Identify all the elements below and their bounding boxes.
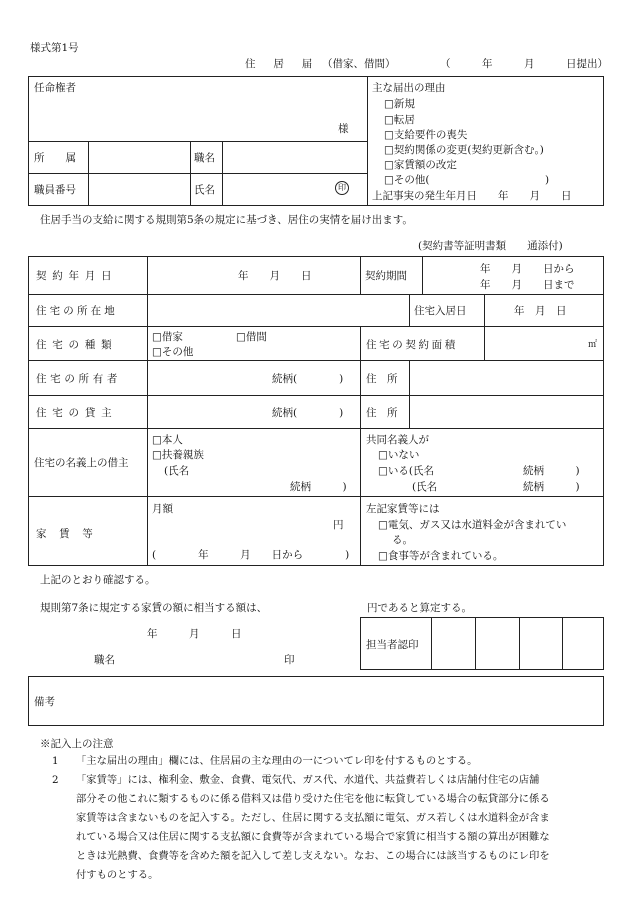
form-number: 様式第1号	[30, 42, 79, 54]
contract-date-label: 契約年月日	[36, 270, 118, 282]
cosigner-title: 共同名義人が	[366, 434, 429, 446]
reason-move[interactable]: □転居	[384, 114, 415, 126]
area-unit: ㎡	[588, 340, 598, 350]
type-room[interactable]: □借間	[236, 331, 267, 343]
post-label: 職名	[194, 152, 215, 164]
statement: 住居手当の支給に関する規則第5条の規定に基づき、居住の実情を届け出ます。	[40, 214, 413, 226]
confirm-text: 上記のとおり確認する。	[40, 574, 156, 586]
nominee-name: (氏名	[164, 465, 190, 477]
reason-loss[interactable]: □支給要件の喪失	[384, 129, 468, 141]
period-to: 年 月 日まで	[480, 279, 575, 291]
owner-label: 住宅の所有者	[36, 373, 122, 385]
note-2-number: 2	[52, 774, 59, 786]
movein-value: 年 月 日	[514, 305, 567, 317]
official-seal: 印	[284, 654, 295, 666]
owner-relation: 続柄( )	[272, 373, 344, 385]
calc-text: 規則第7条に規定する家賃の額に相当する額は、	[40, 602, 268, 614]
confirm-date: 年 月 日	[147, 628, 242, 640]
appointer-label: 任命権者	[34, 82, 76, 94]
submit-date: （ 年 月 日提出）	[440, 58, 608, 70]
cosigner-name-2: (氏名	[412, 481, 438, 493]
event-date: 上記事実の発生年月日 年 月 日	[372, 190, 572, 202]
attachment-note: (契約書等証明書類 通添付)	[418, 240, 563, 252]
note-1: 「主な届出の理由」欄には、住居届の主な理由の一についてレ印を付するものとする。	[76, 755, 478, 767]
approver-label: 担当者認印	[366, 639, 419, 651]
nominee-dependent[interactable]: □扶養親族	[152, 449, 204, 461]
reason-other[interactable]: □その他( )	[384, 174, 550, 186]
cosigner-exist[interactable]: □いる(氏名	[378, 465, 435, 477]
rent-yen: 円	[333, 519, 344, 531]
reason-new[interactable]: □新規	[384, 98, 415, 110]
cosigner-none[interactable]: □いない	[378, 449, 420, 461]
form-subtitle: （借家、借間）	[322, 58, 396, 70]
note-2-line-2: 部分その他これに類するものに係る借料又は借り受けた住宅を他に転貸している場合の転貸部分に係る	[76, 793, 550, 805]
rent-from: ( 年 月 日から )	[152, 549, 350, 561]
lender-label: 住宅の貸主	[36, 407, 118, 419]
reason-contract-change[interactable]: □契約関係の変更(契約更新含む。)	[384, 144, 544, 156]
rent-note-utilities-cont: る。	[392, 534, 413, 546]
rent-note-title: 左記家賃等には	[366, 503, 440, 515]
period-from: 年 月 日から	[480, 263, 575, 275]
nominee-relation: 続柄 )	[290, 481, 347, 493]
note-2-line-5: ときは光熱費、食費等を含めた額を記入して差し支えない。なお、この場合には該当するものにレ印を	[76, 850, 550, 862]
type-other[interactable]: □その他	[152, 346, 194, 358]
lender-address-label: 住 所	[366, 407, 398, 419]
nominee-label: 住宅の名義上の借主	[34, 457, 129, 469]
name-label: 氏名	[194, 184, 215, 196]
dept-label: 所 属	[34, 152, 76, 164]
lender-relation: 続柄( )	[272, 407, 344, 419]
contract-date-value: 年 月 日	[238, 270, 312, 282]
owner-address-label: 住 所	[366, 373, 398, 385]
area-label: 住宅の契約面積	[366, 339, 458, 351]
rent-note-meals[interactable]: □食事等が含まれている。	[378, 550, 504, 562]
nominee-self[interactable]: □本人	[152, 434, 183, 446]
rent-monthly: 月額	[152, 503, 173, 515]
official-title: 職名	[94, 654, 115, 666]
location-label: 住宅の所在地	[36, 305, 118, 317]
remarks-label: 備考	[34, 696, 55, 708]
reason-title: 主な届出の理由	[372, 82, 446, 94]
rent-label: 家賃等	[36, 528, 106, 540]
remarks-box	[28, 676, 604, 726]
movein-label: 住宅入居日	[414, 305, 467, 317]
rent-note-utilities[interactable]: □電気、ガス又は水道料金が含まれてい	[378, 519, 567, 531]
note-2-line-4: れている場合又は住居に関する支払額に食費等が含まれている場合で家賃に相当する額の算出が困難な	[76, 831, 550, 843]
appointer-sama: 様	[338, 123, 349, 135]
form-title: 住 居 届	[245, 58, 316, 70]
employee-number-label: 職員番号	[34, 184, 76, 196]
notes-title: ※記入上の注意	[40, 738, 114, 750]
reason-rent-revision[interactable]: □家賃額の改定	[384, 159, 457, 171]
note-2-line-3: 家賃等は含まないものを記入する。ただし、住居に関する支払額に電気、ガス若しくは水道料金が含ま	[76, 812, 550, 824]
cosigner-relation-1: 続柄 )	[523, 465, 580, 477]
type-label: 住宅の種類	[36, 339, 118, 351]
note-1-number: 1	[52, 755, 59, 767]
type-house[interactable]: □借家	[152, 331, 183, 343]
calc-end: 円であると算定する。	[367, 602, 472, 614]
seal-mark: 印	[335, 181, 349, 195]
note-2-line-1: 「家賃等」には、権利金、敷金、食費、電気代、ガス代、水道代、共益費若しくは店舗付住宅の店舗	[76, 774, 540, 786]
period-label: 契約期間	[365, 270, 407, 282]
cosigner-relation-2: 続柄 )	[523, 481, 580, 493]
note-2-line-6: 付すものとする。	[76, 869, 159, 881]
